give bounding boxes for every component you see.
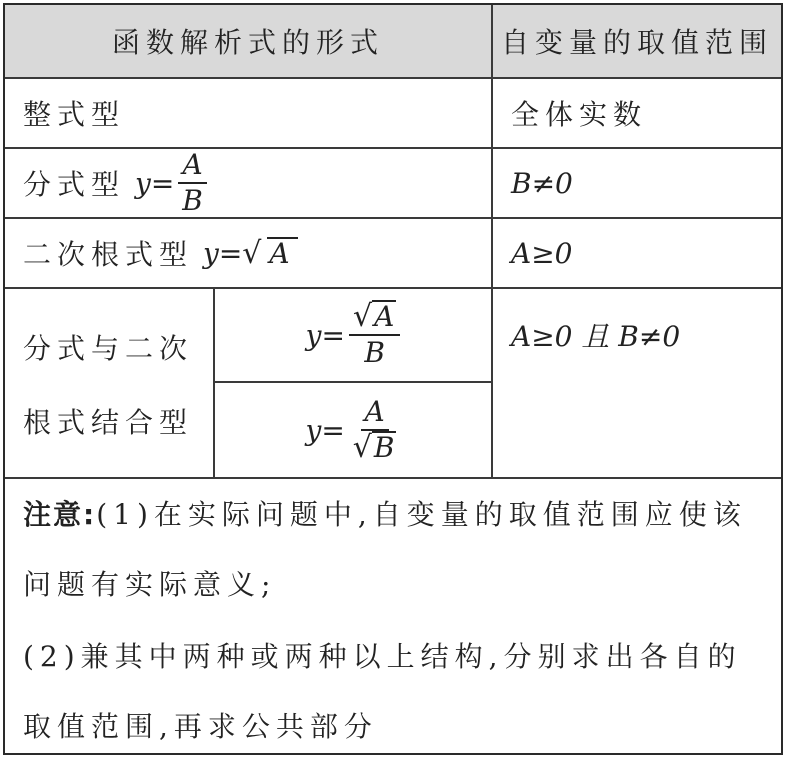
radicand: A: [374, 300, 395, 333]
square-root: [242, 237, 297, 269]
note-line-4: [23, 705, 378, 745]
radical-sign-icon: √: [352, 299, 373, 334]
combined-form-line1: [23, 319, 211, 375]
fraction-denominator: B: [364, 336, 385, 369]
fraction: [178, 148, 207, 218]
fraction-denominator: B: [182, 184, 203, 217]
radicand: A: [269, 237, 296, 270]
fraction: [349, 395, 401, 465]
divider: [5, 477, 781, 479]
header-form: [5, 5, 491, 77]
combined-sub1-formula: [215, 289, 491, 381]
header-form-label: 函数解析式的形式: [111, 26, 384, 59]
radicand: B: [373, 431, 395, 464]
square-root: [353, 431, 397, 463]
note-line-1: [23, 493, 747, 533]
fraction-numerator: A: [361, 395, 389, 431]
header-range: [493, 5, 781, 77]
range-label: B≠0: [511, 166, 573, 200]
row-polynomial-range: [511, 79, 781, 147]
rules-table: [3, 3, 783, 755]
fraction-numerator: A: [178, 148, 206, 184]
form-label: 分式与二次: [23, 332, 194, 365]
note-line-2: [23, 563, 276, 603]
note-text: (1)在实际问题中,自变量的取值范围应使该: [96, 498, 747, 531]
note-text: 问题有实际意义;: [23, 568, 277, 601]
radical-sign-icon: √: [242, 236, 268, 271]
combined-sub2-formula: [215, 383, 491, 477]
range-label: 全体实数: [511, 98, 648, 131]
formula-lhs: y=: [305, 413, 345, 447]
fraction-denominator: [349, 431, 401, 465]
row-polynomial-form: [23, 79, 483, 147]
range-label: A≥0 且 B≠0: [511, 320, 681, 353]
fraction-numerator: [349, 300, 400, 336]
row-fraction-form: [23, 149, 483, 217]
row-combined-range: [511, 305, 781, 365]
radical-sign-icon: √: [352, 430, 372, 465]
range-label: A≥0: [511, 236, 573, 270]
row-fraction-range: [511, 149, 781, 217]
form-label: 根式结合型: [23, 406, 194, 439]
combined-form-line2: [23, 393, 211, 449]
formula-lhs: y=: [135, 166, 175, 200]
row-radical-form: [23, 219, 483, 287]
square-root: [353, 300, 396, 332]
header-range-label: 自变量的取值范围: [500, 26, 773, 59]
form-label: 二次根式型: [23, 238, 194, 271]
form-label: 整式型: [23, 98, 126, 131]
note-line-3: [23, 635, 742, 675]
note-text: 取值范围,再求公共部分: [23, 710, 378, 743]
note-text: (2)兼其中两种或两种以上结构,分别求出各自的: [23, 640, 742, 673]
form-label: 分式型: [23, 168, 126, 201]
fraction: [349, 300, 400, 370]
formula-lhs: y=: [203, 236, 243, 270]
formula-lhs: y=: [305, 318, 345, 352]
row-radical-range: [511, 219, 781, 287]
note-label: 注意:: [23, 498, 97, 531]
